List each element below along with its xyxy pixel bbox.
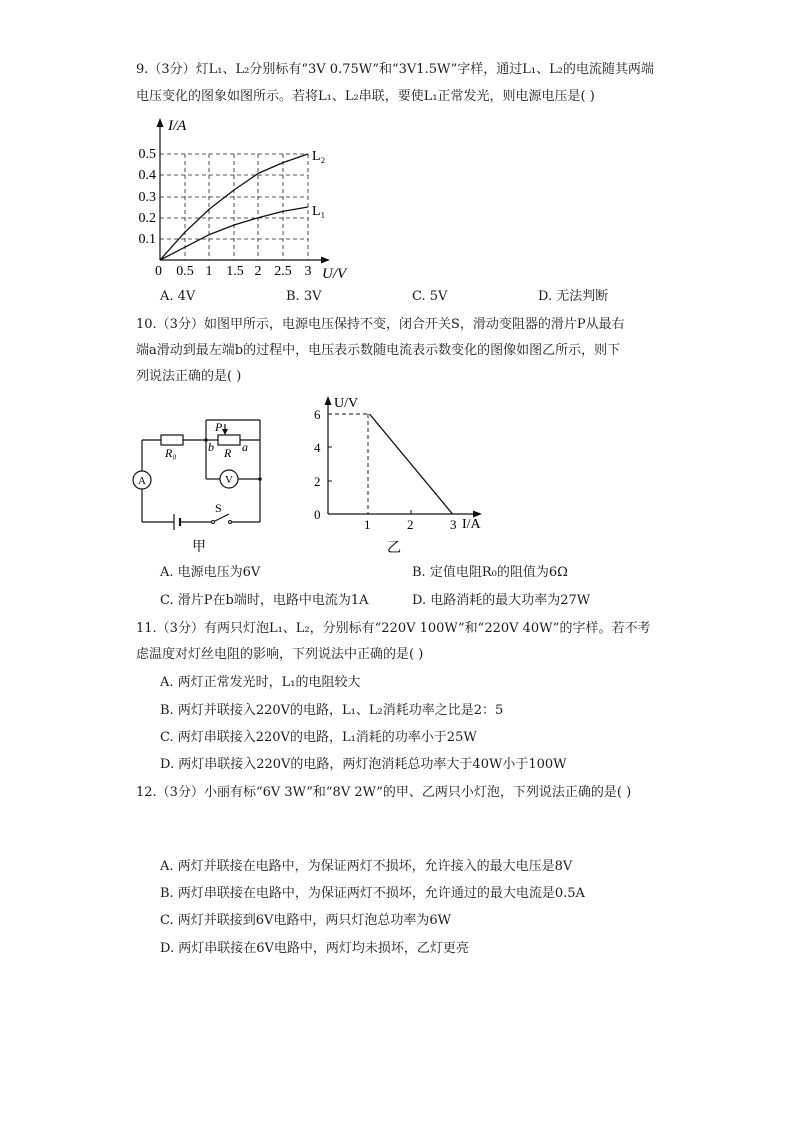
label-a: a <box>242 440 248 454</box>
x-axis-label: U/V <box>322 266 347 282</box>
q10-circuit-diagram <box>128 410 278 560</box>
r0-resistor <box>161 435 183 445</box>
label-r: R <box>224 446 232 460</box>
q12-option-c[interactable]: C. 两灯并联接到6V电路中，两只灯泡总功率为6W <box>160 913 452 928</box>
y-tick-0.2: 0.2 <box>138 211 156 226</box>
slider-arrow <box>222 429 228 435</box>
x-tick-3: 3 <box>304 264 312 279</box>
q11-option-b[interactable]: B. 两灯并联接入220V的电路，L₁、L₂消耗功率之比是2：5 <box>160 703 504 718</box>
q12-option-d[interactable]: D. 两灯串联接在6V电路中，两灯均未损坏，乙灯更亮 <box>160 941 469 956</box>
x-tick-3: 3 <box>450 517 457 532</box>
q9-option-a[interactable]: A. 4V <box>160 289 196 304</box>
q9-option-c[interactable]: C. 5V <box>412 289 448 304</box>
rheostat-r <box>218 435 240 445</box>
q10-option-b[interactable]: B. 定值电阻R₀的阻值为6Ω <box>412 565 568 580</box>
ui-line <box>370 414 453 514</box>
curve-l1-label: L₁ <box>312 204 326 219</box>
switch-blade <box>213 514 229 522</box>
x-tick-1.5: 1.5 <box>226 264 244 279</box>
label-p: P <box>215 420 223 434</box>
q12-stem-line1: 12.（3分）小丽有标“6V 3W”和“8V 2W”的甲、乙两只小灯泡，下列说法正确的是( ) <box>136 785 632 800</box>
label-s: S <box>215 501 222 515</box>
voltmeter-label: V <box>225 474 233 486</box>
label-r0: R₀ <box>165 446 177 460</box>
x-tick-2: 2 <box>254 264 262 279</box>
x-axis-label: I/A <box>462 517 481 532</box>
y-axis-arrow <box>325 396 332 405</box>
y-axis-arrow <box>157 118 164 127</box>
y-tick-0.4: 0.4 <box>138 168 156 183</box>
q12-option-b[interactable]: B. 两灯串联接在电路中，为保证两灯不损坏，允许通过的最大电流是0.5A <box>160 886 585 901</box>
y-tick-4: 4 <box>314 440 321 455</box>
q11-option-a[interactable]: A. 两灯正常发光时，L₁的电阻较大 <box>160 675 361 690</box>
caption-jia: 甲 <box>192 540 206 555</box>
q10-stem-line3: 列说法正确的是( ) <box>136 369 242 384</box>
q11-option-d[interactable]: D. 两灯串联接入220V的电路，两灯泡消耗总功率大于40W小于100W <box>160 757 567 772</box>
y-tick-2: 2 <box>314 474 321 489</box>
q10-option-c[interactable]: C. 滑片P在b端时，电路中电流为1A <box>160 593 369 608</box>
label-b: b <box>208 440 214 454</box>
q9-option-d[interactable]: D. 无法判断 <box>538 289 609 304</box>
caption-yi: 乙 <box>387 541 401 556</box>
x-tick-1: 1 <box>364 517 371 532</box>
y-tick-0.5: 0.5 <box>138 147 156 162</box>
y-axis-label: I/A <box>168 118 187 134</box>
q10-stem-line2: 端a滑动到最左端b的过程中，电压表示数随电流表示数变化的图像如图乙所示，则下 <box>136 343 621 358</box>
x-axis-arrow <box>321 257 330 264</box>
y-tick-0.3: 0.3 <box>138 190 156 205</box>
x-tick-0.5: 0.5 <box>176 264 194 279</box>
q11-stem-line1: 11.（3分）有两只灯泡L₁、L₂，分别标有“220V 100W”和“220V 40W”的字样。若不考 <box>136 621 651 636</box>
x-tick-2: 2 <box>407 517 414 532</box>
ammeter-label: A <box>138 475 146 487</box>
q9-stem-line2: 电压变化的图象如图所示。若将L₁、L₂串联，要使L₁正常发光，则电源电压是( ) <box>136 89 595 104</box>
q9-option-b[interactable]: B. 3V <box>286 289 322 304</box>
q10-ui-chart <box>306 392 496 560</box>
y-tick-6: 6 <box>314 407 321 422</box>
x-tick-2.5: 2.5 <box>274 264 292 279</box>
q9-iu-chart <box>128 112 368 282</box>
y-tick-0.1: 0.1 <box>138 232 156 247</box>
y-axis-label: U/V <box>334 396 359 411</box>
curve-l2-label: L₂ <box>312 149 326 164</box>
q11-option-c[interactable]: C. 两灯串联接入220V的电路，L₁消耗的功率小于25W <box>160 730 477 745</box>
x-tick-1: 1 <box>205 264 213 279</box>
origin-label: 0 <box>314 507 321 522</box>
origin-label: 0 <box>155 264 162 279</box>
q10-option-d[interactable]: D. 电路消耗的最大功率为27W <box>412 593 591 608</box>
q10-stem-line1: 10.（3分）如图甲所示，电源电压保持不变，闭合开关S，滑动变阻器的滑片P从最右 <box>136 317 625 332</box>
q10-option-a[interactable]: A. 电源电压为6V <box>160 565 261 580</box>
q11-stem-line2: 虑温度对灯丝电阻的影响，下列说法中正确的是( ) <box>136 647 424 662</box>
q12-option-a[interactable]: A. 两灯并联接在电路中，为保证两灯不损坏，允许接入的最大电压是8V <box>160 859 573 874</box>
q9-stem-line1: 9.（3分）灯L₁、L₂分别标有“3V 0.75W”和“3V1.5W”字样，通过L₁、L₂的电流随其两端 <box>136 62 654 77</box>
